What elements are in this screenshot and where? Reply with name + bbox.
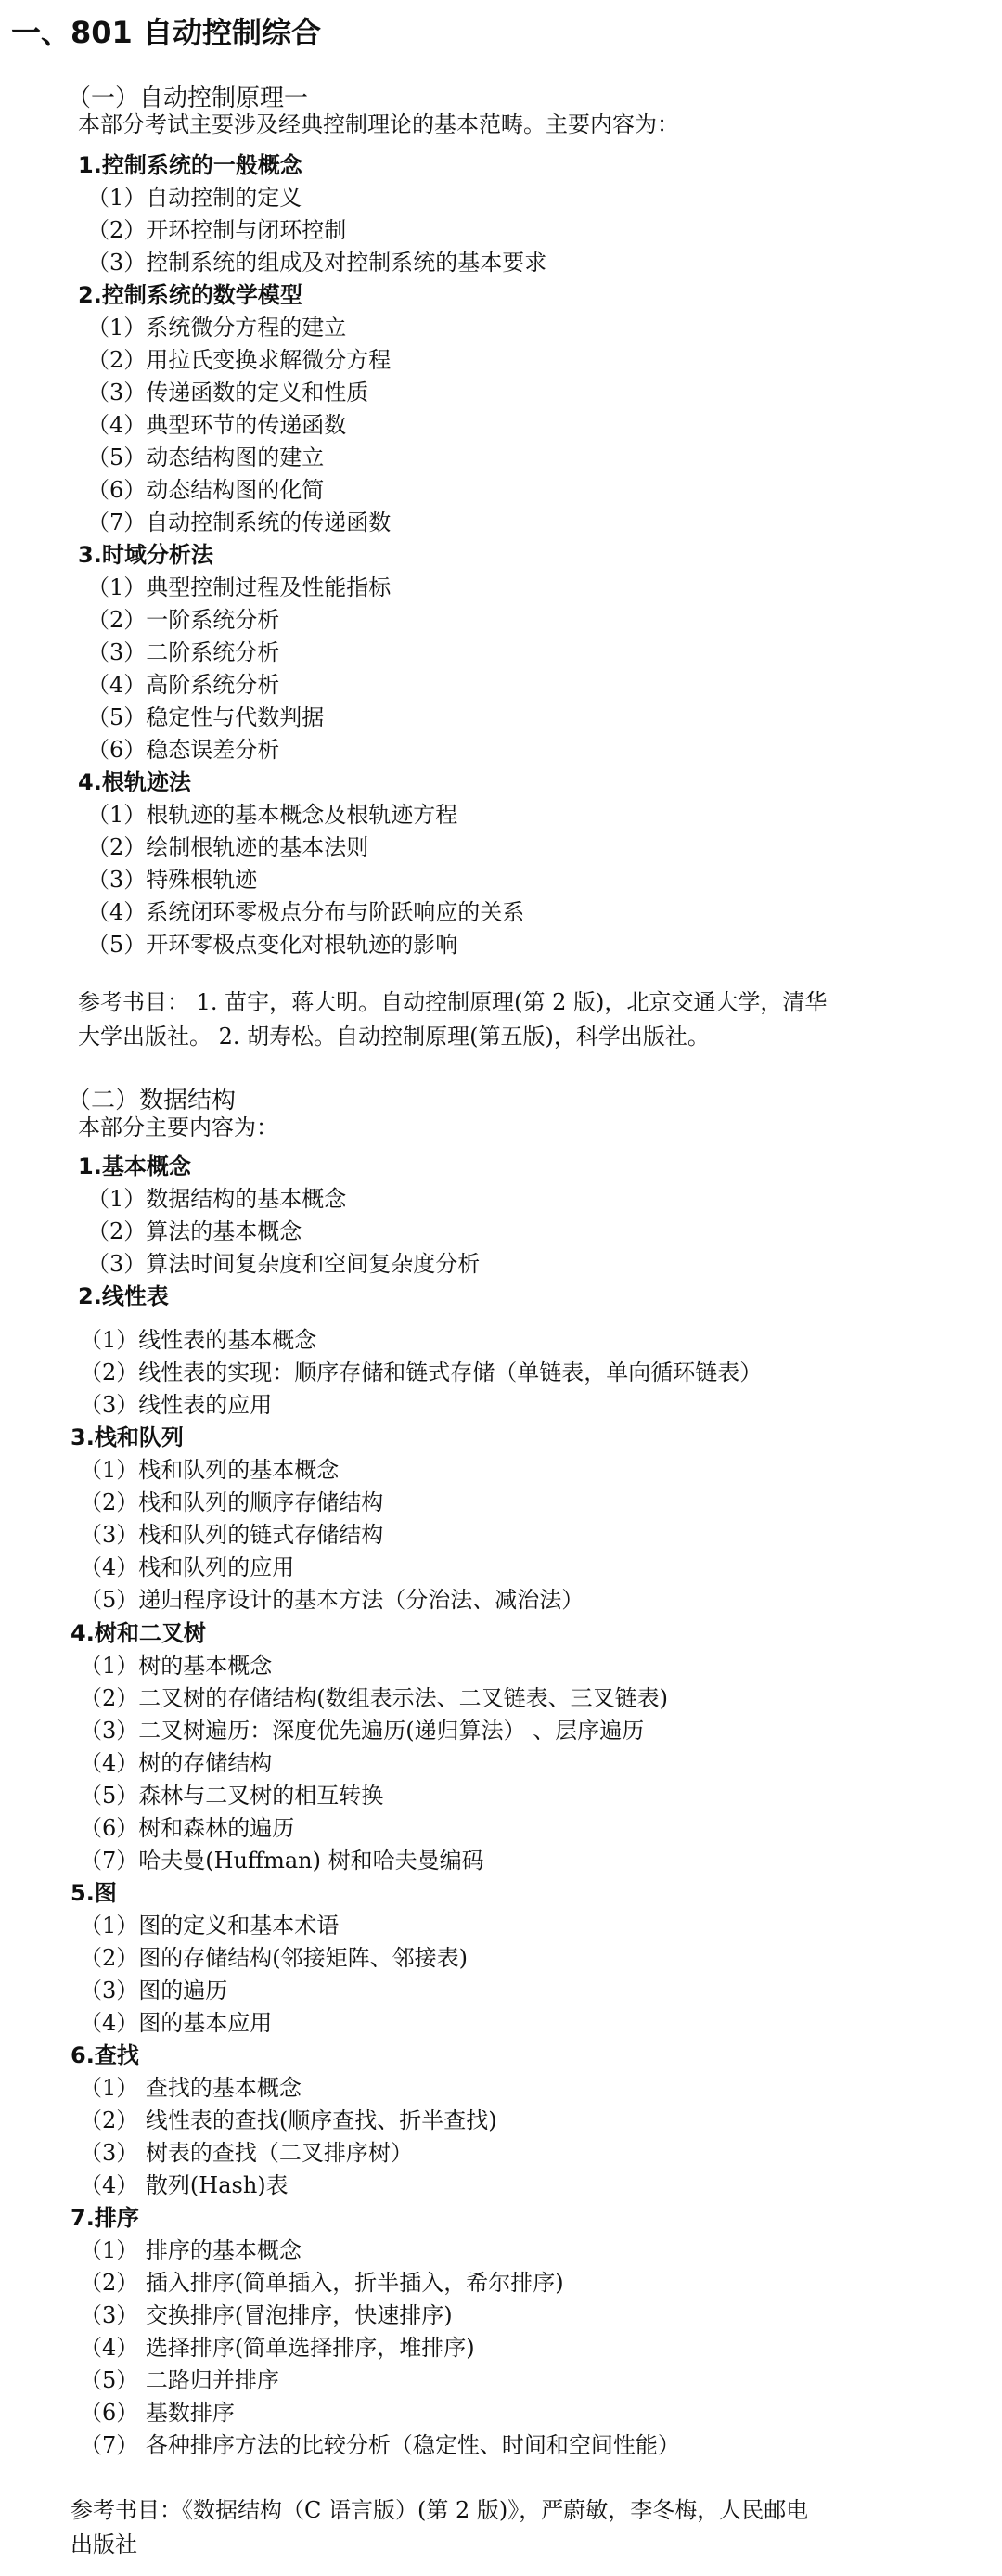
list-item: （3）栈和队列的链式存储结构 [80,1522,384,1548]
list-item: （5）森林与二叉树的相互转换 [80,1783,384,1809]
group-heading: 5.图 [71,1880,117,1906]
references-line: 大学出版社。 2. 胡寿松。自动控制原理(第五版)，科学出版社。 [78,1024,710,1050]
section-title-data-structures: （二）数据结构 [67,1087,237,1114]
list-item: （3） 交换排序(冒泡排序，快速排序) [80,2302,453,2328]
list-item: （4）树的存储结构 [80,1750,273,1776]
list-item: （7）自动控制系统的传递函数 [87,509,392,535]
list-item: （3） 树表的查找（二叉排序树） [80,2140,413,2166]
group-heading: 3.栈和队列 [71,1424,184,1450]
list-item: （3）线性表的应用 [80,1392,273,1418]
list-item: （2）绘制根轨迹的基本法则 [87,834,369,860]
group-heading: 2.线性表 [78,1283,169,1309]
list-item: （3）二阶系统分析 [87,639,280,665]
list-item: （1）根轨迹的基本概念及根轨迹方程 [87,802,458,828]
list-item: （5）稳定性与代数判据 [87,704,325,730]
references-line: 出版社 [71,2531,137,2557]
list-item: （5）动态结构图的建立 [87,444,325,470]
section-intro-data-structures: 本部分主要内容为： [78,1114,278,1140]
list-item: （5） 二路归并排序 [80,2367,279,2393]
group-heading: 6.查找 [71,2042,139,2068]
group-heading: 4.树和二叉树 [71,1620,206,1646]
list-item: （6） 基数排序 [80,2400,235,2426]
section-title-control: （一）自动控制原理一 [67,84,309,112]
list-item: （2）线性表的实现：顺序存储和链式存储（单链表，单向循环链表） [80,1359,763,1385]
section-intro-control: 本部分考试主要涉及经典控制理论的基本范畴。主要内容为： [78,111,679,137]
group-heading: 1.控制系统的一般概念 [78,152,302,178]
group-heading: 7.排序 [71,2205,139,2231]
list-item: （4）栈和队列的应用 [80,1554,295,1580]
list-item: （1）典型控制过程及性能指标 [87,574,392,600]
list-item: （6）稳态误差分析 [87,737,280,763]
list-item: （3）二叉树遍历：深度优先遍历(递归算法） 、层序遍历 [80,1718,645,1744]
list-item: （2）图的存储结构(邻接矩阵、邻接表) [80,1945,468,1971]
list-item: （1）数据结构的基本概念 [87,1186,347,1212]
references-line: 参考书目： 1. 苗宇，蒋大明。自动控制原理(第 2 版)，北京交通大学，清华 [78,989,828,1015]
list-item: （1）图的定义和基本术语 [80,1913,340,1938]
list-item: （2） 插入排序(简单插入，折半插入，希尔排序) [80,2270,564,2296]
list-item: （3）控制系统的组成及对控制系统的基本要求 [87,250,547,276]
list-item: （3）图的遍历 [80,1977,228,2003]
list-item: （4） 选择排序(简单选择排序，堆排序) [80,2335,475,2361]
list-item: （1）栈和队列的基本概念 [80,1457,340,1483]
list-item: （2） 线性表的查找(顺序查找、折半查找) [80,2107,497,2133]
list-item: （6）动态结构图的化简 [87,477,325,503]
list-item: （4） 散列(Hash)表 [80,2172,289,2198]
list-item: （4）高阶系统分析 [87,672,280,698]
group-heading: 2.控制系统的数学模型 [78,282,302,308]
list-item: （4）图的基本应用 [80,2010,273,2036]
list-item: （2）栈和队列的顺序存储结构 [80,1489,384,1515]
list-item: （3）传递函数的定义和性质 [87,380,369,406]
list-item: （3）特殊根轨迹 [87,867,258,893]
list-item: （7） 各种排序方法的比较分析（稳定性、时间和空间性能） [80,2432,680,2458]
list-item: （2）算法的基本概念 [87,1218,302,1244]
list-item: （1）系统微分方程的建立 [87,315,347,341]
group-heading: 4.根轨迹法 [78,769,191,795]
list-item: （3）算法时间复杂度和空间复杂度分析 [87,1251,481,1277]
list-item: （6）树和森林的遍历 [80,1815,295,1841]
list-item: （1）自动控制的定义 [87,185,302,211]
list-item: （1）树的基本概念 [80,1653,273,1679]
list-item: （1） 查找的基本概念 [80,2075,302,2101]
list-item: （2）二叉树的存储结构(数组表示法、二叉链表、三叉链表) [80,1685,668,1711]
group-heading: 3.时域分析法 [78,542,213,568]
group-heading: 1.基本概念 [78,1153,191,1179]
list-item: （7）哈夫曼(Huffman) 树和哈夫曼编码 [80,1848,484,1874]
list-item: （2）开环控制与闭环控制 [87,217,347,243]
list-item: （1） 排序的基本概念 [80,2237,302,2263]
references-line: 参考书目：《数据结构（C 语言版）(第 2 版)》，严蔚敏，李冬梅，人民邮电 [71,2497,809,2523]
list-item: （5）递归程序设计的基本方法（分治法、减治法） [80,1587,584,1613]
document-title: 一、801 自动控制综合 [11,15,321,50]
list-item: （1）线性表的基本概念 [80,1327,317,1353]
list-item: （2）用拉氏变换求解微分方程 [87,347,392,373]
list-item: （5）开环零极点变化对根轨迹的影响 [87,932,458,958]
list-item: （4）典型环节的传递函数 [87,412,347,438]
list-item: （4）系统闭环零极点分布与阶跃响应的关系 [87,899,525,925]
list-item: （2）一阶系统分析 [87,607,280,633]
